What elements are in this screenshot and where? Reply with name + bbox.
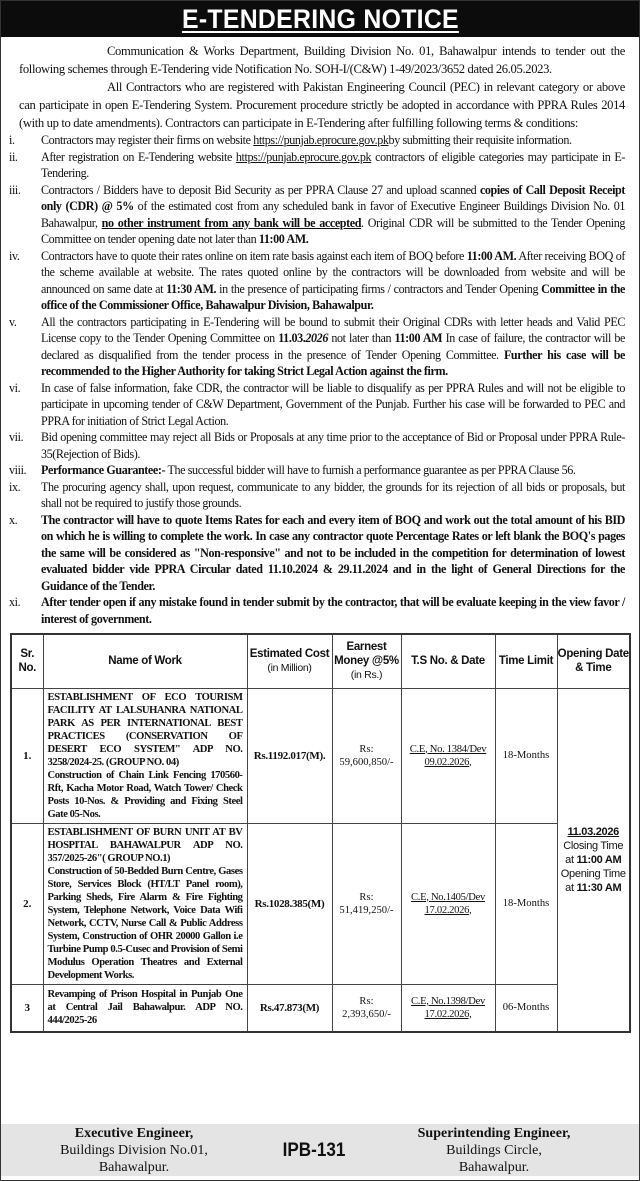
col-sr: Sr. No. — [11, 634, 43, 688]
term-segment: 11.03. — [278, 331, 306, 345]
col-cost-label: Estimated Cost — [249, 648, 330, 661]
opening-date: 11.03.2026 — [567, 825, 619, 838]
ts-no: C.E, No. 1384/Dev — [409, 743, 487, 755]
work-title: Revamping of Prison Hospital in Punjab One at Central Jail Bahawalpur. ADP NO. 444/2025-26 — [47, 989, 243, 1027]
work-description: Construction of 50-Bedded Burn Centre, Gases Store, Services Block (HT/LT Panel room), Parking Sheds, Fire Alarm & Fire Fighting System, Telephone Network, Voice Data Wifi Network, CCTV, Nurse Call & Public Address System, Construction of OHR 20000 Gallon i.e Turbine Pump 0.5-Cusec and Provision of Semi Modulus Operation Theatres and External Development Works. — [47, 865, 243, 981]
estimated-cost: Rs.1028.385(M) — [247, 823, 332, 984]
term-segment: The contractor will have to quote Items Rates for each and every item of BOQ and work out the total amount of his BID on which he is willing to complete the work. In case any contractor quote Percentage Rates or left blank the BOQ's pages the same will be considered as "Non-responsive" and not to be included in the competition for determination of lowest evaluated bidder vide PPRA Circular dated 11.10.2024 & 29.11.2024 and in the light of General Directions for the Guidance of the Tender. — [41, 512, 625, 593]
term-segment: of the estimated cost from any scheduled bank in favor of Executive Engineer Buildings Division No. 01 Bahawalpur, — [41, 199, 625, 230]
intro — [1, 37, 639, 132]
ts-no: C.E, No.1405/Dev — [410, 891, 486, 903]
term-segment: 11:00 AM. — [258, 232, 309, 246]
term-number: v. — [9, 314, 17, 329]
term-number: viii. — [9, 463, 27, 477]
term-segment: contractors of eligible categories may participate in E-Tendering. — [41, 149, 626, 180]
term-segment: In case of failure, the contractor will be declared as disqualified from the tender process in the presence of Tender Opening Committee. — [41, 331, 625, 362]
work-name — [43, 984, 247, 1032]
term-segment: 11:00 AM — [394, 331, 443, 345]
time-limit: 18-Months — [495, 823, 557, 984]
term-segment: In case of false information, fake CDR, the contractor will be liable to disqualify as per PPRA Rules and will not be eligible to participate in upcoming tender of C&W Department, Government of the Punjab. Further his case will be forwarded to PEC and PPRA for initiation of Strict Legal Action. — [41, 380, 625, 428]
ts-date: 09.02.2026, — [424, 756, 472, 768]
term-text — [41, 479, 625, 512]
term-item — [5, 462, 625, 479]
executive-engineer-signature — [19, 1125, 249, 1176]
col-name: Name of Work — [43, 634, 247, 688]
col-time-limit: Time Limit — [495, 634, 557, 688]
term-segment: not later than — [327, 331, 395, 345]
term-item — [5, 149, 625, 182]
term-item — [5, 380, 625, 430]
term-segment: copies of Call Deposit Receipt only (CDR) @ 5% — [41, 182, 625, 213]
earnest-money — [332, 688, 401, 823]
work-name — [43, 688, 247, 823]
term-item — [5, 429, 625, 462]
time-limit: 06-Months — [495, 984, 557, 1032]
col-earnest-sub: (in Rs.) — [350, 669, 383, 682]
ts-no-date — [401, 688, 495, 823]
term-segment: no other instrument from any bank will be accepted — [101, 215, 362, 230]
ts-date: 17.02.2026, — [424, 1008, 472, 1020]
work-name — [43, 823, 247, 984]
intro-paragraph: Communication & Works Department, Building Division No. 01, Bahawalpur intends to tender out the following schemes through E-Tendering vide Notification No. SOH-I/(C&W) 1-49/2023/3652 dated 26.05.2023. — [19, 44, 625, 76]
tender-table — [10, 633, 631, 1033]
sr-no: 1. — [11, 688, 43, 823]
signatory-line: Buildings Division No.01, — [60, 1142, 208, 1158]
term-item — [5, 594, 625, 627]
work-description: Construction of Chain Link Fencing 170560-Rft, Kacha Motor Road, Watch Tower/ Check Posts 10-Nos. & Providing and Fixing Steel Gate 05-Nos. — [47, 769, 243, 820]
col-earnest — [332, 634, 401, 688]
opening-date-time — [557, 688, 630, 1032]
term-number: i. — [9, 133, 15, 147]
col-opening: Opening Date & Time — [557, 634, 630, 688]
term-number: ix. — [9, 479, 21, 494]
notice-header — [1, 1, 639, 37]
website-link[interactable]: https://punjab.eprocure.gov.pk — [235, 149, 372, 164]
term-segment: After registration on E-Tendering website — [41, 149, 236, 164]
intro-paragraph: All Contractors who are registered with Pakistan Engineering Council (PEC) in relevant category or above can participate in open E-Tendering System. Procurement procedure strictly be adopted in accordance with PPRA Rules 2014 (with up to date amendments). Contractors can participate in E-Tendering after fulfilling following terms & conditions: — [19, 80, 625, 130]
term-segment: Performance Guarantee:- — [41, 463, 166, 477]
table-row — [11, 688, 630, 823]
term-segment: After tender open if any mistake found in tender submit by the contractor, that will be evaluate keeping in the view favor / interest of government. — [41, 595, 625, 626]
term-number: ii. — [9, 149, 18, 164]
table-row — [11, 984, 630, 1032]
term-text — [41, 594, 625, 627]
ts-no-date — [401, 823, 495, 984]
ts-no-date — [401, 984, 495, 1032]
time-limit: 18-Months — [495, 688, 557, 823]
opening-label: Opening Time — [560, 867, 626, 880]
term-text — [41, 149, 625, 182]
signatory-line: Buildings Circle, — [446, 1142, 542, 1158]
table-wrapper — [1, 627, 639, 1033]
term-segment: by submitting their requisite information. — [388, 133, 572, 147]
term-text — [41, 462, 625, 479]
sr-no: 2. — [11, 823, 43, 984]
term-segment: Contractors have to quote their rates online on item rate basis against each item of BOQ before — [41, 248, 467, 263]
term-item — [5, 314, 625, 380]
term-number: vi. — [9, 380, 21, 395]
earnest-prefix: Rs: — [359, 995, 374, 1007]
earnest-prefix: Rs: — [359, 743, 374, 755]
opening-time: 11:30 AM — [576, 881, 622, 894]
term-item — [5, 132, 625, 149]
website-link[interactable]: https://punjab.eprocure.gov.pk — [253, 133, 389, 147]
term-text — [41, 182, 625, 248]
col-cost — [247, 634, 332, 688]
term-segment: Committee in the office of the Commissioner Office, Bahawalpur Division, Bahawalpur. — [41, 281, 626, 312]
table-header-row — [11, 634, 630, 688]
estimated-cost: Rs.47.873(M) — [247, 984, 332, 1032]
at-label: at — [565, 881, 574, 894]
term-segment: Further his case will be recommended to the Higher Authority for taking Strict Legal Action against the firm. — [41, 347, 625, 378]
term-segment: 2026 — [305, 331, 328, 345]
ipb-code: IPB-131 — [282, 1139, 346, 1161]
table-row — [11, 823, 630, 984]
col-ts: T.S No. & Date — [401, 634, 495, 688]
earnest-value: 59,600,850/- — [339, 756, 394, 768]
opening-time-line — [558, 881, 630, 895]
ts-date: 17.02.2026, — [424, 904, 472, 916]
term-segment: The successful bidder will have to furnish a performance guarantee as per PPRA Clause 56. — [165, 463, 576, 477]
term-segment: 11:30 AM. — [166, 281, 217, 296]
closing-time: 11:00 AM — [576, 853, 622, 866]
term-item — [5, 248, 625, 314]
col-cost-sub: (in Million) — [267, 662, 312, 675]
term-number: x. — [9, 512, 18, 527]
term-segment: The procuring agency shall, upon request, communicate to any bidder, the grounds for its rejection of all bids or proposals, but shall not be required to justify those grounds. — [41, 479, 625, 510]
signatory-line: Bahawalpur. — [98, 1159, 170, 1175]
term-text — [41, 429, 625, 462]
earnest-value: 51,419,250/- — [339, 904, 394, 916]
term-segment: Bid opening committee may reject all Bids or Proposals at any time prior to the acceptance of Bid or Proposal under PPRA Rule-35(Rejection of Bids). — [41, 430, 625, 461]
term-text — [41, 512, 625, 595]
term-number: iii. — [9, 182, 21, 197]
earnest-money — [332, 984, 401, 1032]
notice-title: E-TENDERING NOTICE — [181, 3, 459, 34]
term-number: vii. — [9, 430, 24, 444]
term-segment: Contractors may register their firms on website — [41, 133, 254, 147]
term-segment: 11:00 AM. — [466, 248, 517, 263]
closing-label: Closing Time — [563, 839, 624, 852]
earnest-prefix: Rs: — [359, 891, 374, 903]
term-segment: . Original CDR will be submitted to the Tender Opening Committee on tender opening date not later than — [41, 215, 625, 246]
work-title: ESTABLISHMENT OF BURN UNIT AT BV HOSPITAL BAHAWALPUR ADP NO. 357/2025-26"( GROUP NO.1) — [47, 826, 243, 864]
term-number: iv. — [9, 248, 20, 263]
term-segment: All the contractors participating in E-Tendering will be bound to submit their Original CDRs with letter heads and Valid PEC License copy to the Tender Opening Committee on — [41, 314, 625, 345]
col-earnest-label: Earnest Money @5% — [334, 641, 399, 668]
work-title: ESTABLISHMENT OF ECO TOURISM FACILITY AT LALSUHANRA NATIONAL PARK AS PER INTERNATIONAL BEST PRACTICES (CONSERVATION OF DESERT ECO SYSTEM" ADP NO. 3258/2024-25. (GROUP NO. 04) — [47, 691, 243, 768]
closing-time-line — [558, 853, 630, 867]
term-segment: After receiving BOQ of the scheme available at website. The rates quoted online by the contractors will be downloaded from website and will be announced on same date at — [41, 248, 625, 296]
term-number: xi. — [9, 595, 21, 609]
signatory-line: Bahawalpur. — [458, 1159, 530, 1175]
ts-no: C.E, No.1398/Dev — [410, 995, 486, 1007]
term-segment: Contractors / Bidders have to deposit Bid Security as per PPRA Clause 27 and upload scanned — [41, 182, 480, 197]
signature-footer — [1, 1124, 639, 1176]
terms-list — [1, 132, 639, 627]
term-item — [5, 182, 625, 248]
term-text — [41, 132, 625, 149]
term-item — [5, 512, 625, 595]
term-text — [41, 248, 625, 314]
estimated-cost: Rs.1192.017(M). — [247, 688, 332, 823]
earnest-money — [332, 823, 401, 984]
superintending-engineer-signature — [379, 1125, 609, 1176]
sr-no: 3 — [11, 984, 43, 1032]
at-label: at — [565, 853, 574, 866]
earnest-value: 2,393,650/- — [342, 1008, 391, 1020]
signatory-title: Superintending Engineer, — [417, 1125, 571, 1141]
term-text — [41, 314, 625, 380]
term-text — [41, 380, 625, 430]
term-item — [5, 479, 625, 512]
signatory-title: Executive Engineer, — [74, 1125, 194, 1141]
term-segment: in the presence of participating firms / contractors and Tender Opening — [216, 281, 542, 296]
